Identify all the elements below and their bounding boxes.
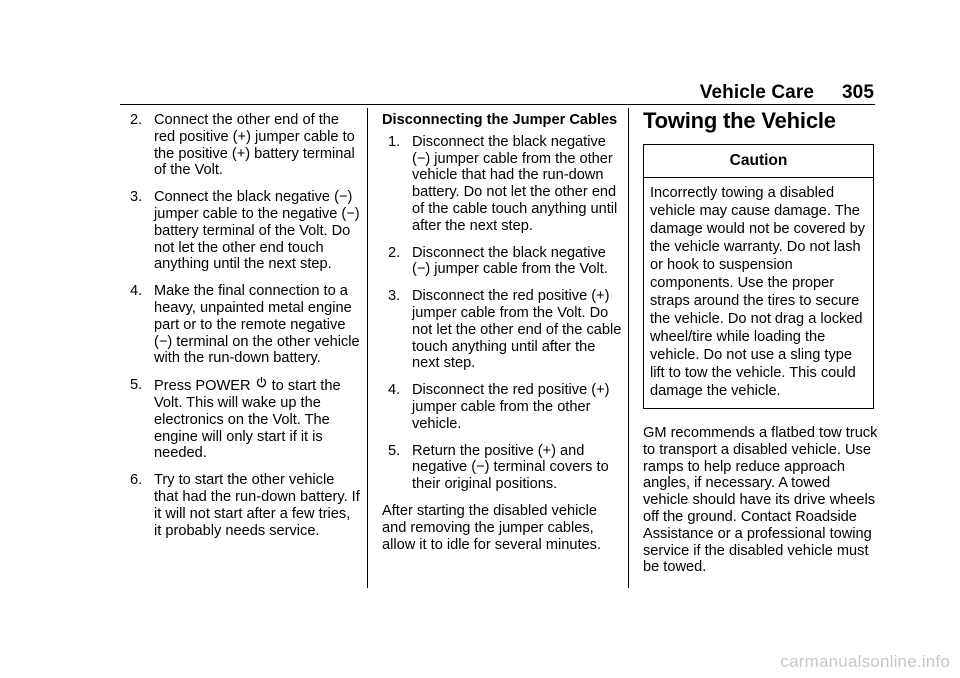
- step-number: 1.: [388, 133, 401, 150]
- caution-heading: Caution: [644, 145, 873, 178]
- step-text: Disconnect the black negative (−) jumper cable from the Volt.: [412, 244, 608, 278]
- step-text: Return the positive (+) and negative (−) terminal covers to their original positions.: [412, 442, 609, 493]
- power-icon: [256, 377, 267, 388]
- step-number: 5.: [388, 442, 401, 459]
- column-divider-1: [367, 108, 368, 588]
- subsection-heading: Disconnecting the Jumper Cables: [382, 112, 618, 128]
- step-number: 2.: [130, 112, 143, 128]
- list-item: [382, 382, 622, 432]
- step-number: 4.: [388, 382, 401, 399]
- column-3: [643, 108, 878, 576]
- step-number: 3.: [130, 189, 143, 206]
- caution-box: [643, 144, 874, 409]
- list-item: [130, 472, 360, 539]
- list-item: [382, 245, 622, 279]
- caution-text: Incorrectly towing a disabled vehicle may cause damage. The damage would not be covered by the vehicle warranty. Do not lash or hook to suspension components. Use the proper straps around the tires to secure the vehicle. Do not drag a locked wheel/tire while loading the vehicle. Do not use a sling type lift to tow the vehicle. This could damage the vehicle.: [650, 185, 865, 399]
- list-item: [130, 112, 360, 179]
- list-item: [382, 288, 622, 372]
- step-text: Disconnect the red positive (+) jumper cable from the Volt. Do not let the other end of the cable touch anything until after the next step.: [412, 288, 622, 372]
- towing-paragraph: GM recommends a flatbed tow truck to transport a disabled vehicle. Use ramps to help reduce approach angles, if necessary. A towed vehicle should have its drive wheels off the ground. Contact Roadside Assistance or a professional towing service if the disabled vehicle must be towed.: [643, 425, 878, 576]
- step-number: 2.: [388, 244, 401, 261]
- step-text: Connect the black negative (−) jumper cable to the negative (−) battery terminal of the Volt. Do not let the other end touch anything until the next step.: [154, 189, 360, 273]
- header-rule: [120, 104, 875, 105]
- list-item: [382, 443, 622, 493]
- page-header: [700, 82, 874, 104]
- section-title: Towing the Vehicle: [643, 108, 836, 133]
- column-divider-2: [628, 108, 629, 588]
- step-text-before-icon: Press POWER: [154, 378, 251, 395]
- step-text: Make the final connection to a heavy, unpainted metal engine part or to the remote negative (−) terminal on the other vehicle with the run-down battery.: [154, 283, 360, 367]
- step-number: 5.: [130, 377, 143, 394]
- column-1: [130, 112, 360, 549]
- step-text: Try to start the other vehicle that had the run-down battery. If it will not start after a few tries, it probably needs service.: [154, 472, 360, 539]
- column-2: [382, 112, 622, 553]
- page-number: 305: [841, 82, 874, 103]
- step-number: 4.: [130, 283, 143, 300]
- step-number: 6.: [130, 472, 143, 489]
- closing-paragraph: After starting the disabled vehicle and removing the jumper cables, allow it to idle for several minutes.: [382, 502, 601, 553]
- step-text: Disconnect the red positive (+) jumper cable from the other vehicle.: [412, 382, 610, 432]
- list-item: [130, 189, 360, 273]
- step-text-after-icon: to start the Volt. This will wake up the electronics on the Volt. The engine will only start if it is needed.: [154, 378, 341, 462]
- step-number: 3.: [388, 288, 401, 305]
- list-item: [382, 134, 622, 235]
- step-text: Disconnect the black negative (−) jumper cable from the other vehicle that had the run-down battery. Do not let the other end of the cable touch anything until after the next step.: [412, 133, 618, 234]
- step-text: Connect the other end of the red positive (+) jumper cable to the positive (+) battery terminal of the Volt.: [154, 112, 355, 179]
- list-item: [130, 283, 360, 367]
- watermark: carmanualsonline.info: [780, 652, 950, 671]
- section-name: Vehicle Care: [699, 82, 814, 103]
- list-item: [130, 377, 360, 462]
